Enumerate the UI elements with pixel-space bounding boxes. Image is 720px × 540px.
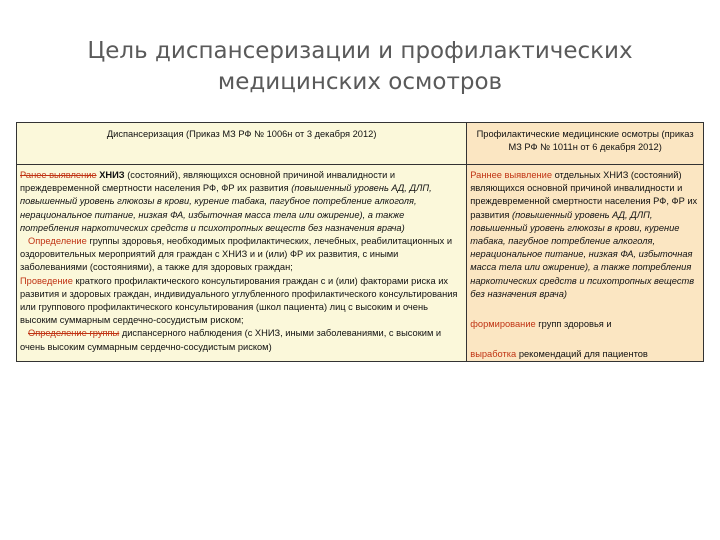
left-header-text: Диспансеризация (Приказ МЗ РФ № 1006н от 3 декабря 2012) [106, 129, 377, 139]
table-body-row [17, 165, 704, 362]
right-paragraph-2 [470, 318, 700, 331]
left-paragraph-4 [20, 327, 463, 353]
left-p1-italic: (повышенный уровень АД, ДЛП, повышенный уровень глюкозы в крови, курение табака, пагубное потребление алкоголя, нерациональное питание, низкая ФА, избыточная масса тела или ожирение), а также потребления наркотических средств и психотропных веществ без назначения врача) [20, 183, 432, 233]
right-paragraph-1 [470, 169, 700, 301]
left-p2-key: Определение [28, 236, 87, 247]
left-p4-text: диспансерного наблюдения (с ХНИЗ, иными заболеваниями, с высоким и очень высоким суммарным сердечно-сосудистым риском) [20, 328, 442, 352]
right-body-cell [467, 165, 704, 362]
comparison-table [16, 122, 704, 362]
right-p1-italic: (повышенный уровень АД, ДЛП, повышенный уровень глюкозы в крови, курение табака, пагубное потребление алкоголя, нерациональное питание, низкая ФА, избыточная масса тела или ожирение), а также потребления наркотических средств и психотропных веществ без назначения врача) [470, 209, 695, 299]
left-p3-key: Проведение [20, 275, 73, 286]
right-p1-text: отдельных ХНИЗ (состояний) являющихся основной причиной инвалидности и преждевременной смертности населения РФ, ФР их развития [470, 170, 698, 220]
right-p2-text: групп здоровья и [535, 319, 612, 330]
right-p3-text: рекомендаций для пациентов [516, 349, 648, 360]
left-paragraph-1 [20, 169, 463, 235]
left-paragraph-2 [20, 235, 463, 275]
left-p1-text: (состояний), являющихся основной причиной инвалидности и преждевременной смертности населения РФ, ФР их развития [20, 170, 396, 194]
left-header-cell [17, 123, 467, 165]
left-p1-bold: ХНИЗ [99, 170, 125, 180]
left-p4-key: Определение группы [28, 328, 120, 339]
slide-title [0, 36, 720, 98]
slide-title-line-1: Цель диспансеризации и профилактических [87, 38, 633, 64]
left-p3-text: краткого профилактического консультирования граждан с и (или) факторами риска их развития и здоровых граждан, индивидуального углубленного профилактического консультирования или группового профилактического консультирования (школ пациента) лиц с высоким и очень высоким суммарным сердечно-сосудистым риском; [20, 275, 458, 326]
left-p2-text: группы здоровья, необходимых профилактических, лечебных, реабилитационных и оздоровительных мероприятий для граждан с ХНИЗ и и (или) ФР их развития, с иными заболеваниями (состояниями), а также для здоровых граждан; [20, 236, 453, 273]
left-body-cell [17, 165, 467, 362]
right-p3-key: выработка [470, 349, 517, 360]
right-p2-key: формирование [470, 319, 536, 330]
left-p1-key: Ранее выявление [20, 170, 97, 180]
table-header-row [17, 123, 704, 165]
right-paragraph-3 [470, 348, 700, 361]
slide-title-line-2: медицинских осмотров [217, 69, 503, 95]
left-paragraph-3 [20, 275, 463, 328]
right-header-text: Профилактические медицинские осмотры (приказ МЗ РФ № 1011н от 6 декабря 2012) [476, 129, 694, 153]
right-header-cell [467, 123, 704, 165]
right-p1-key: Раннее выявление [470, 170, 552, 180]
